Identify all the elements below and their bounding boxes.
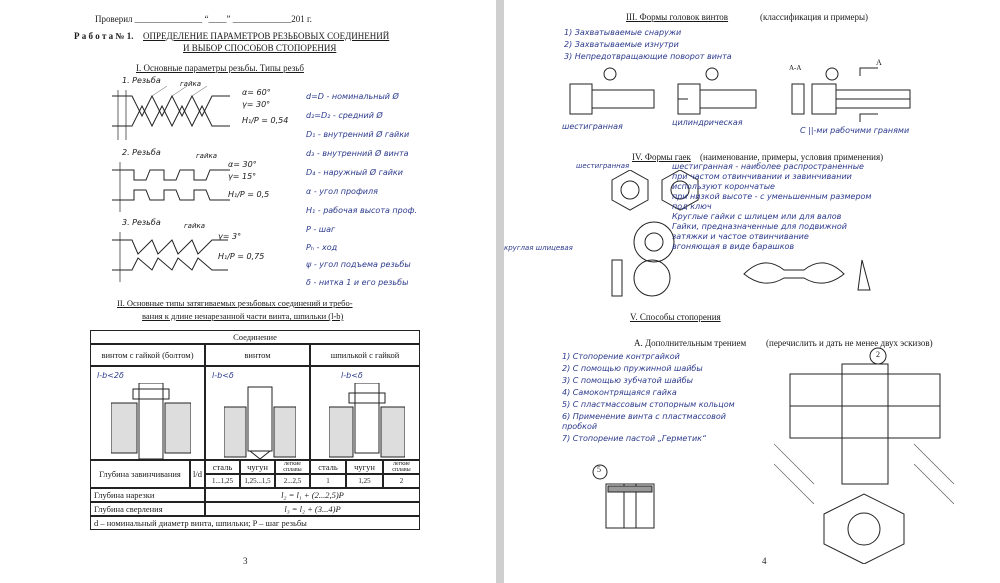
rule-screw: l-b<δ xyxy=(212,371,234,380)
section2-heading-1: II. Основные типы затягиваемых резьбовых соединений и требо- xyxy=(117,298,353,308)
nut-note-5: под ключ xyxy=(672,202,712,211)
screw-sketch xyxy=(224,383,296,459)
def-d3: d₃ - внутренний Ø винта xyxy=(306,149,409,158)
col-stud: шпилькой с гайкой xyxy=(310,344,420,366)
locknut-sketch xyxy=(774,344,974,564)
steel-hdr-2: сталь xyxy=(310,460,346,474)
col-screw: винтом xyxy=(205,344,310,366)
sketch-num-2: 2 xyxy=(876,350,880,359)
section-mark-a: A xyxy=(876,58,882,67)
slot-head-label: цилиндрическая xyxy=(672,118,743,127)
nut-note-8: затяжки и частое отвинчивание xyxy=(672,232,809,241)
work-title-line1: ОПРЕДЕЛЕНИЕ ПАРАМЕТРОВ РЕЗЬБОВЫХ СОЕДИНЕНИЙ xyxy=(143,31,390,41)
nut-note-2: при частом отвинчивании и завинчивании xyxy=(672,172,852,181)
bolt-sketch-cell xyxy=(90,366,205,460)
page-3 xyxy=(0,0,496,583)
nut-note-7: Гайки, предназначенные для подвижной xyxy=(672,222,847,231)
cross-head-label: С ||-ми рабочими гранями xyxy=(800,126,910,135)
ld-label: l/d xyxy=(190,460,205,488)
light-hdr-1: легкие сплавы xyxy=(275,460,310,474)
thread-depth-label: Глубина нарезки xyxy=(90,488,205,502)
def-d2: d₂=D₂ - средний Ø xyxy=(306,111,383,120)
checked-line: Проверил _______________ “____” _____________201 г. xyxy=(95,14,312,24)
thread1-label: 1. Резьба xyxy=(122,76,161,85)
sketch-num-5: 5 xyxy=(597,465,601,474)
table-header: Соединение xyxy=(90,330,420,344)
def-psi: ψ - угол подъема резьбы xyxy=(306,260,411,269)
def-ph: Pₕ - ход xyxy=(306,243,338,252)
gamma-15: γ= 15° xyxy=(228,172,257,181)
screw-heads-sketch xyxy=(560,66,990,126)
alpha-30: α= 30° xyxy=(228,160,257,169)
friction-item-3: 3) С помощью зубчатой шайбы xyxy=(562,376,693,385)
head-type-2: 2) Захватываемые изнутри xyxy=(564,40,679,49)
section1-heading: I. Основные параметры резьбы. Типы резьб xyxy=(136,63,304,73)
table-note: d – номинальный диаметр винта, шпильки; P – шаг резьбы xyxy=(90,516,420,530)
head-type-3: 3) Непредотвращающие поворот винта xyxy=(564,52,732,61)
def-d4: D₄ - наружный Ø гайки xyxy=(306,168,403,177)
page-4 xyxy=(504,0,1000,583)
nut-note-3: используют корончатые xyxy=(672,182,775,191)
def-alpha: α - угол профиля xyxy=(306,187,378,196)
gamma-3: γ= 3° xyxy=(218,232,242,241)
friction-item-6b: пробкой xyxy=(562,422,598,431)
cast-hdr-2: чугун xyxy=(346,460,383,474)
steel-hdr-1: сталь xyxy=(205,460,240,474)
thread3-label: 3. Резьба xyxy=(122,218,161,227)
val-light-1: 2...2,5 xyxy=(275,474,310,488)
def-h1: H₁ - рабочая высота проф. xyxy=(306,206,418,215)
sectionA-heading: А. Дополнительным трением xyxy=(634,338,747,348)
drill-depth-label: Глубина сверления xyxy=(90,502,205,516)
nut-note-4: при низкой высоте - с уменьшенным размером xyxy=(672,192,872,201)
thread-depth-formula: l₂ = l₁ + (2...2,5)P xyxy=(205,488,420,502)
friction-item-1: 1) Стопорение контргайкой xyxy=(562,352,680,361)
bolt-sketch xyxy=(111,383,191,459)
work-label: Р а б о т а № 1. xyxy=(74,31,134,41)
def-d1: D₁ - внутренний Ø гайки xyxy=(306,130,410,139)
wing-nut-sketch xyxy=(734,254,874,294)
connection-table xyxy=(90,330,420,530)
depth-label: Глубина завинчивания xyxy=(90,460,190,488)
section-mark-aa: A-A xyxy=(789,64,802,72)
val-light-2: 2 xyxy=(383,474,420,488)
h1p-075: H₁/P = 0,75 xyxy=(218,252,265,261)
def-delta: δ - нитка 1 и его резьбы xyxy=(306,278,409,287)
friction-item-6: 6) Применение винта с пластмассовой xyxy=(562,412,726,421)
h1p-054: H₁/P = 0,54 xyxy=(242,116,289,125)
stud-sketch xyxy=(329,383,405,459)
friction-item-7: 7) Стопорение пастой „Герметик“ xyxy=(562,434,707,443)
nut-note-1: шестигранная - наиболее распространенные xyxy=(672,162,864,171)
nut-label-2: гайка xyxy=(196,152,218,160)
sectionA-sub: (перечислить и дать не менее двух эскизов) xyxy=(766,338,933,348)
rule-bolt: l-b<2δ xyxy=(97,371,124,380)
gamma-30: γ= 30° xyxy=(242,100,271,109)
friction-item-5: 5) С пластмассовым стопорным кольцом xyxy=(562,400,735,409)
page-number-3: 3 xyxy=(243,556,248,566)
screw-sketch-cell xyxy=(205,366,310,460)
hex-nut-label: шестигранная xyxy=(576,162,630,170)
section3-heading: III. Формы головок винтов xyxy=(626,12,729,22)
hex-head-label: шестигранная xyxy=(562,122,623,131)
page-number-4: 4 xyxy=(762,556,767,566)
thread-profile-2 xyxy=(112,158,232,214)
def-p: P - шаг xyxy=(306,225,336,234)
val-steel-2: 1 xyxy=(310,474,346,488)
stud-sketch-cell xyxy=(310,366,420,460)
cast-hdr-1: чугун xyxy=(240,460,275,474)
alpha-60: α= 60° xyxy=(242,88,271,97)
val-cast-1: 1,25...1,5 xyxy=(240,474,275,488)
nut-note-6: Круглые гайки с шлицем или для валов xyxy=(672,212,842,221)
col-bolt: винтом с гайкой (болтом) xyxy=(90,344,205,366)
def-d: d=D - номинальный Ø xyxy=(306,92,399,101)
section2-heading-2: вания к длине ненарезанной части винта, шпильки (l-b) xyxy=(142,311,344,321)
head-type-1: 1) Захватываемые снаружи xyxy=(564,28,682,37)
nut-label-1: гайка xyxy=(180,80,202,88)
plastic-insert-sketch xyxy=(590,464,660,534)
friction-item-4: 4) Самоконтрящаяся гайка xyxy=(562,388,677,397)
thread-profile-1 xyxy=(112,86,232,142)
nut-label-3: гайка xyxy=(184,222,206,230)
work-title-line2: И ВЫБОР СПОСОБОВ СТОПОРЕНИЯ xyxy=(183,43,337,53)
section4-sub: (наименование, примеры, условия применения) xyxy=(700,152,884,162)
val-steel-1: 1...1,25 xyxy=(205,474,240,488)
section3-sub: (классификация и примеры) xyxy=(760,12,868,22)
section5-heading: V. Способы стопорения xyxy=(630,312,721,322)
friction-item-2: 2) С помощью пружинной шайбы xyxy=(562,364,703,373)
light-hdr-2: легкие сплавы xyxy=(383,460,420,474)
page-gutter xyxy=(496,0,504,583)
h1p-05: H₁/P = 0,5 xyxy=(228,190,270,199)
round-nut-label: круглая шлицевая xyxy=(504,244,573,252)
rule-stud: l-b<δ xyxy=(341,371,363,380)
thread2-label: 2. Резьба xyxy=(122,148,161,157)
thread-profile-3 xyxy=(112,228,230,284)
val-cast-2: 1,25 xyxy=(346,474,383,488)
nut-note-9: вгоняющая в виде барашков xyxy=(672,242,795,251)
drill-depth-formula: l₃ = l₂ + (3...4)P xyxy=(205,502,420,516)
section4-heading: IV. Формы гаек xyxy=(632,152,691,162)
